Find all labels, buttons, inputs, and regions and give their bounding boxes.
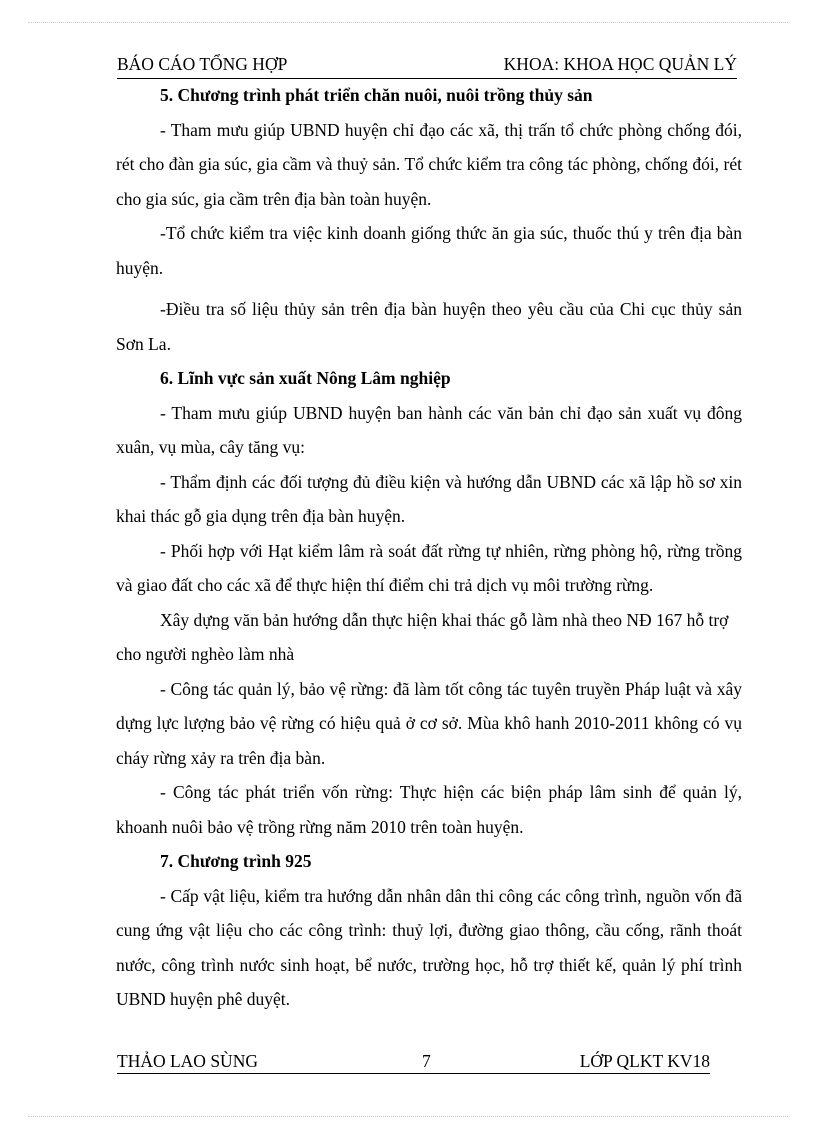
section-5-paragraph-3: -Điều tra số liệu thủy sản trên địa bàn huyện theo yêu cầu của Chi cục thủy sản Sơn La. xyxy=(116,299,742,354)
section-5-paragraph-2: -Tổ chức kiểm tra việc kinh doanh giống thức ăn gia súc, thuốc thú y trên địa bàn huyện. xyxy=(116,223,742,278)
section-7-heading: 7. Chương trình 925 xyxy=(160,851,312,871)
header-report-title: BÁO CÁO TỔNG HỢP xyxy=(117,54,288,74)
section-6-paragraph-2: - Thẩm định các đối tượng đủ điều kiện và hướng dẫn UBND các xã lập hồ sơ xin khai thác gỗ gia dụng trên địa bàn huyện. xyxy=(116,471,742,526)
section-7-paragraph-1: - Cấp vật liệu, kiểm tra hướng dẫn nhân dân thi công các công trình, nguồn vốn đã cung ứng vật liệu cho các công trình: thuỷ lợi, đường giao thông, cầu cống, rãnh thoát nước, công trình nước sinh hoạt, bể nước, trường học, hỗ trợ thiết kế, quản lý phí trình UBND huyện phê duyệt. xyxy=(116,885,742,1009)
document-body xyxy=(116,78,742,1017)
section-6-paragraph-4: Xây dựng văn bản hướng dẫn thực hiện khai thác gỗ làm nhà theo NĐ 167 hỗ trợ cho người nghèo làm nhà xyxy=(116,609,729,664)
page-footer xyxy=(117,1047,710,1074)
section-6-paragraph-1: - Tham mưu giúp UBND huyện ban hành các văn bản chỉ đạo sản xuất vụ đông xuân, vụ mùa, cây tăng vụ: xyxy=(116,402,742,457)
section-6-paragraph-5: - Công tác quản lý, bảo vệ rừng: đã làm tốt công tác tuyên truyền Pháp luật và xây dựng lực lượng bảo vệ rừng có hiệu quả ở cơ sở. Mùa khô hanh 2010-2011 không có vụ cháy rừng xảy ra trên địa bàn. xyxy=(116,678,742,768)
header-faculty: KHOA: KHOA HỌC QUẢN LÝ xyxy=(503,54,737,74)
footer-class: LỚP QLKT KV18 xyxy=(579,1051,710,1071)
section-5-heading: 5. Chương trình phát triển chăn nuôi, nuôi trồng thủy sản xyxy=(160,85,593,105)
footer-author: THẢO LAO SÙNG xyxy=(117,1051,258,1071)
page-header xyxy=(117,52,737,79)
section-5-paragraph-1: - Tham mưu giúp UBND huyện chỉ đạo các xã, thị trấn tổ chức phòng chống đói, rét cho đàn gia súc, gia cầm và thuỷ sản. Tổ chức kiểm tra công tác phòng, chống đói, rét cho gia súc, gia cầm trên địa bàn toàn huyện. xyxy=(116,119,742,209)
section-6-heading: 6. Lĩnh vực sản xuất Nông Lâm nghiệp xyxy=(160,368,451,388)
page-number: 7 xyxy=(422,1051,431,1071)
section-6-paragraph-6: - Công tác phát triển vốn rừng: Thực hiện các biện pháp lâm sinh để quản lý, khoanh nuôi bảo vệ trồng rừng năm 2010 trên toàn huyện. xyxy=(116,782,742,837)
section-6-paragraph-3: - Phối hợp với Hạt kiểm lâm rà soát đất rừng tự nhiên, rừng phòng hộ, rừng trồng và giao đất cho các xã để thực hiện thí điểm chi trả dịch vụ môi trường rừng. xyxy=(116,540,742,595)
